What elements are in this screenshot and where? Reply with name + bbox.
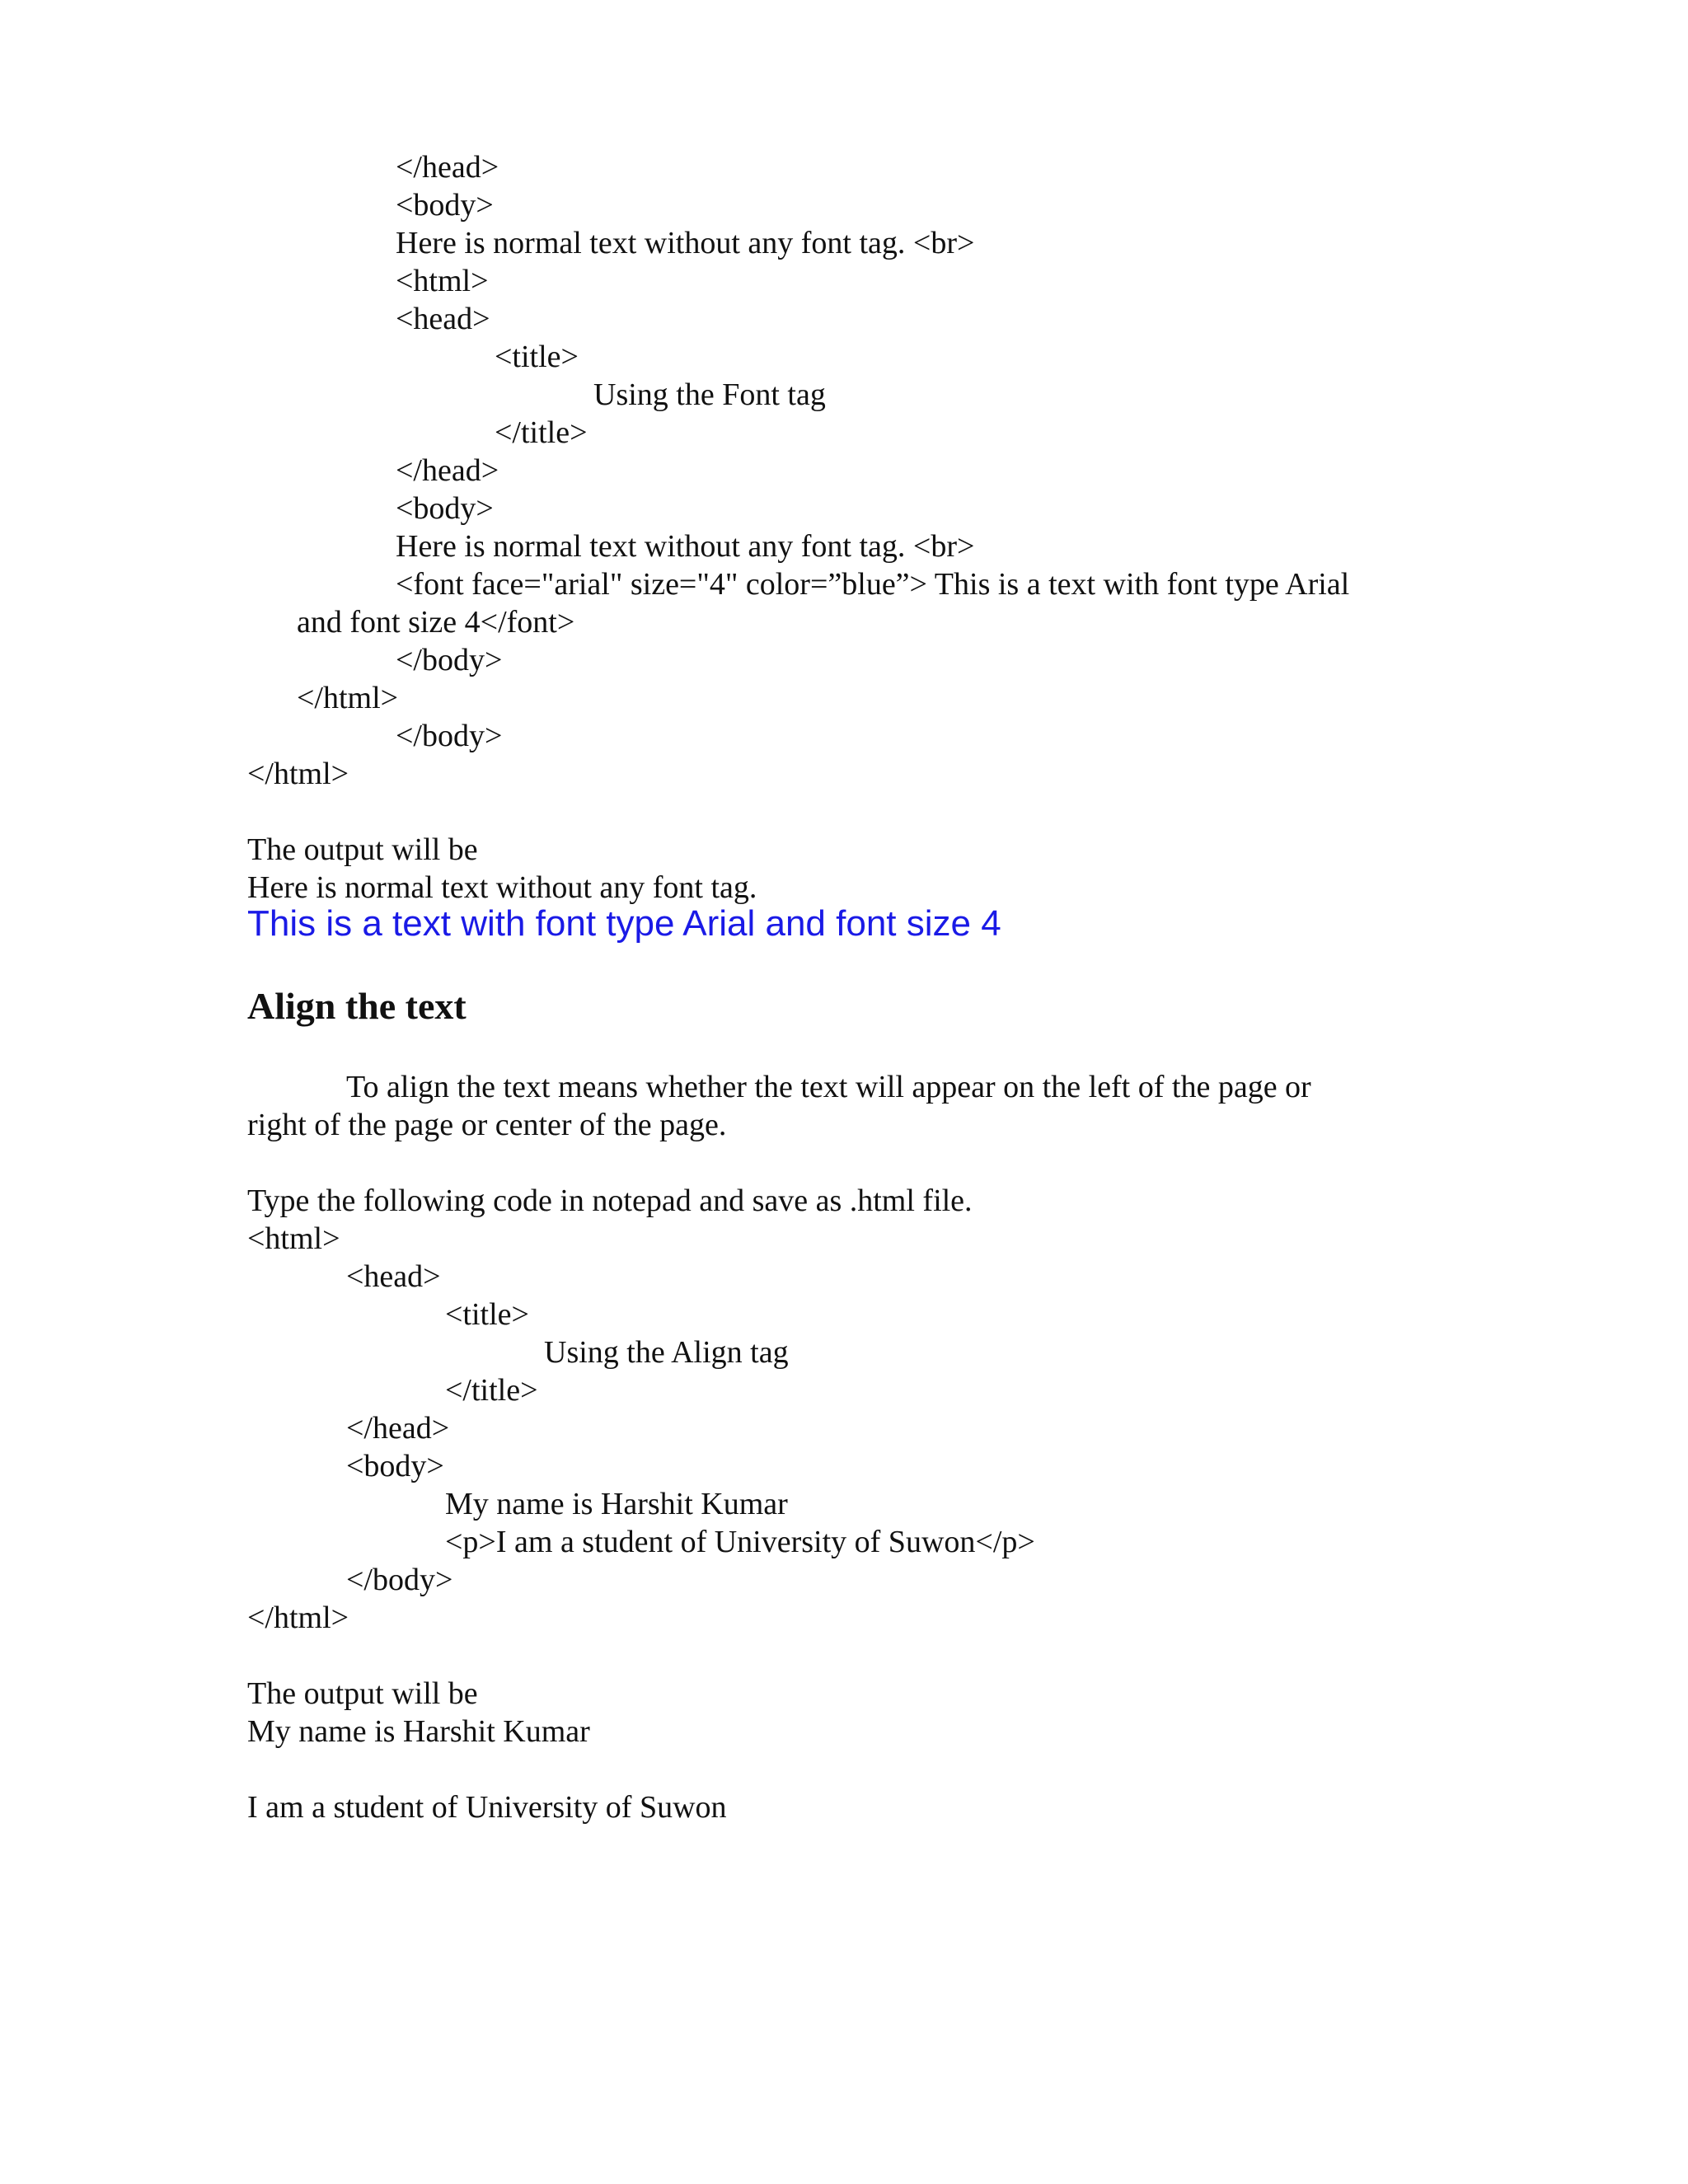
code-line: My name is Harshit Kumar [445,1487,788,1521]
code-line: <body> [396,491,494,526]
code-line: <body> [396,188,494,223]
output-intro: The output will be [247,832,478,867]
code-line: <html> [396,264,489,298]
code-line: <p>I am a student of University of Suwon</p> [445,1525,1035,1559]
code-line: </head> [396,150,499,185]
output-intro: The output will be [247,1676,478,1711]
code-line: Here is normal text without any font tag. <br> [396,226,975,260]
code-line: </html> [247,757,349,791]
code-line: <head> [396,302,490,336]
section-heading: Align the text [247,985,467,1027]
code-line: <html> [247,1221,340,1256]
code-line: Here is normal text without any font tag. <br> [396,529,975,564]
code-line: <font face="arial" size="4" color=”blue”> This is a text with font type Arial [396,567,1350,602]
code-line: <head> [346,1259,441,1294]
code-line: </head> [396,453,499,488]
code-line: and font size 4</font> [297,605,575,640]
code-line: </body> [396,643,503,677]
output-arial-text: This is a text with font type Arial and font size 4 [247,903,1001,944]
code-line: Using the Align tag [544,1335,789,1370]
code-line: </head> [346,1411,450,1446]
code-line: <body> [346,1449,444,1483]
code-line: </body> [396,719,503,753]
code-line: </body> [346,1563,453,1597]
code-line: </html> [297,681,399,715]
output-line: My name is Harshit Kumar [247,1714,590,1749]
code-line: </html> [247,1601,349,1635]
paragraph-line: right of the page or center of the page. [247,1108,727,1142]
instruction-line: Type the following code in notepad and save as .html file. [247,1183,973,1218]
output-line: I am a student of University of Suwon [247,1790,727,1825]
code-line: <title> [495,340,579,374]
paragraph-line: To align the text means whether the text will appear on the left of the page or [346,1070,1311,1104]
code-line: <title> [445,1297,529,1332]
code-line: </title> [445,1373,538,1408]
code-line: Using the Font tag [593,377,826,412]
code-line: </title> [495,415,588,450]
output-normal-text: Here is normal text without any font tag. [247,870,757,905]
